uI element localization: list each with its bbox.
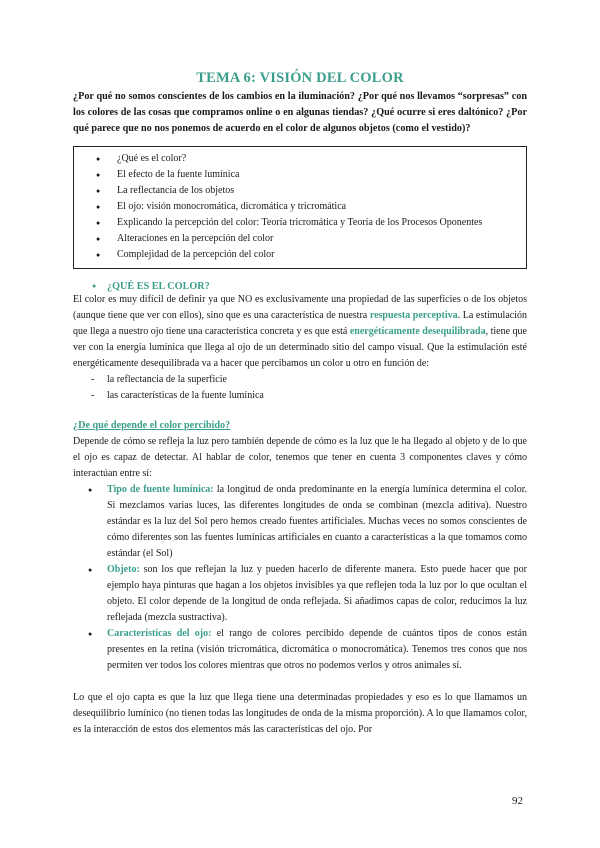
toc-item: ● Explicando la percepción del color: Teoría tricromática y Teoría de los Procesos Oponentes	[96, 215, 526, 231]
text-run: , tiene que ver con la energía lumínica que llega al ojo de un determinado sitio del campo visual. Que la estimulación esté energéticamente desequilibrada va a hacer que percibamos un color u otro en función de:	[73, 326, 527, 369]
section2-paragraph-2: Lo que el ojo capta es que la luz que llega tiene una determinadas propiedades y eso es lo que llamamos un desequilibrio lumínico (no tienen todas las longitudes de onda de la misma proporción). A lo que llamamos color, es la interacción de estos dos elementos más las características del ojo. Por	[73, 692, 527, 735]
highlight-energeticamente-desequilibrada: energéticamente desequilibrada	[349, 326, 486, 337]
factor-item-ojo	[107, 626, 527, 674]
dash-item: - la reflectancia de la superficie	[91, 372, 527, 388]
spacer	[73, 674, 527, 690]
document-page	[73, 70, 527, 738]
highlight-respuesta-perceptiva: respuesta perceptiva	[369, 310, 458, 321]
page-title: TEMA 6: VISIÓN DEL COLOR	[196, 70, 404, 86]
page-number: 92	[512, 795, 523, 807]
factor-label: Objeto:	[107, 564, 140, 575]
intro-questions: ¿Por qué no somos conscientes de los cambios en la iluminación? ¿Por qué nos llevamos “sorpresas” con los colores de las cosas que compramos online o en algunas tiendas? ¿Qué ocurre si eres daltónico? ¿Por qué parece que no nos ponemos de acuerdo en el color de algunos objetos (como el vestido)?	[73, 91, 527, 134]
toc-item: ● Complejidad de la percepción del color	[96, 247, 526, 263]
toc-item: ● El ojo: visión monocromática, dicromática y tricromática	[96, 199, 526, 215]
dash-item: - las características de la fuente lumínica	[91, 388, 527, 404]
section1-paragraph	[73, 292, 527, 372]
factor-label: Características del ojo:	[107, 628, 212, 639]
toc-item: ● El efecto de la fuente lumínica	[96, 167, 526, 183]
table-of-contents	[73, 146, 527, 269]
factors-list	[73, 482, 527, 674]
factor-label: Tipo de fuente lumínica:	[107, 484, 214, 495]
toc-item: ● La reflectancia de los objetos	[96, 183, 526, 199]
text-run: . La estimulación que llega a nuestro ojo tiene una característica concreta y es que está	[73, 310, 527, 337]
section-heading-que-es-color: ● ¿QUÉ ES EL COLOR?	[92, 281, 527, 292]
text-run: El color es muy difícil de definir ya que NO es exclusivamente una propiedad de las superficies o de los objetos (aunque tiene que ver con ellos), sino que es una característica de nuestra	[73, 294, 527, 321]
factor-item-fuente	[107, 482, 527, 562]
toc-item: ● ¿Qué es el color?	[96, 151, 526, 167]
subheading-color-percibido: ¿De qué depende el color percibido?	[73, 420, 231, 431]
section2-paragraph-1: Depende de cómo se refleja la luz pero también depende de cómo es la luz que le ha llegado al objeto y de lo que el ojo es capaz de detectar. Al hablar de color, tenemos que tener en cuenta 3 componentes claves y cómo interactúan entre sí:	[73, 436, 527, 479]
factor-text: son los que reflejan la luz y pueden hacerlo de diferente manera. Esto puede hacer que por ejemplo haya pinturas que hagan a los objetos invisibles ya que reflejen toda la luz por lo que ocultan el objeto. El color depende de la longitud de onda reflejada. Si añadimos capas de color, reducimos la luz reflejada (mezcla sustractiva).	[107, 564, 527, 623]
factor-text: la longitud de onda predominante en la energía lumínica determina el color. Si mezclamos varias luces, las diferentes longitudes de onda se combinan (mezcla aditiva). Nuestro estándar es la luz del Sol pero hemos creado fuentes artificiales. Muchas veces no somos conscientes de cómo diferentes son las fuentes lumínicas artificiales en cuanto a características a la que tomamos como estándar (el Sol)	[107, 484, 527, 559]
factor-item-objeto	[107, 562, 527, 626]
dash-list	[73, 372, 527, 404]
toc-item: ● Alteraciones en la percepción del color	[96, 231, 526, 247]
factor-text: el rango de colores percibido depende de cuántos tipos de conos están presentes en la retina (visión tricromática, dicromática o monocromática). Tenemos tres conos que nos permiten ver todos los colores mientras que otros no podemos verlos y otros animales sí.	[107, 628, 527, 671]
